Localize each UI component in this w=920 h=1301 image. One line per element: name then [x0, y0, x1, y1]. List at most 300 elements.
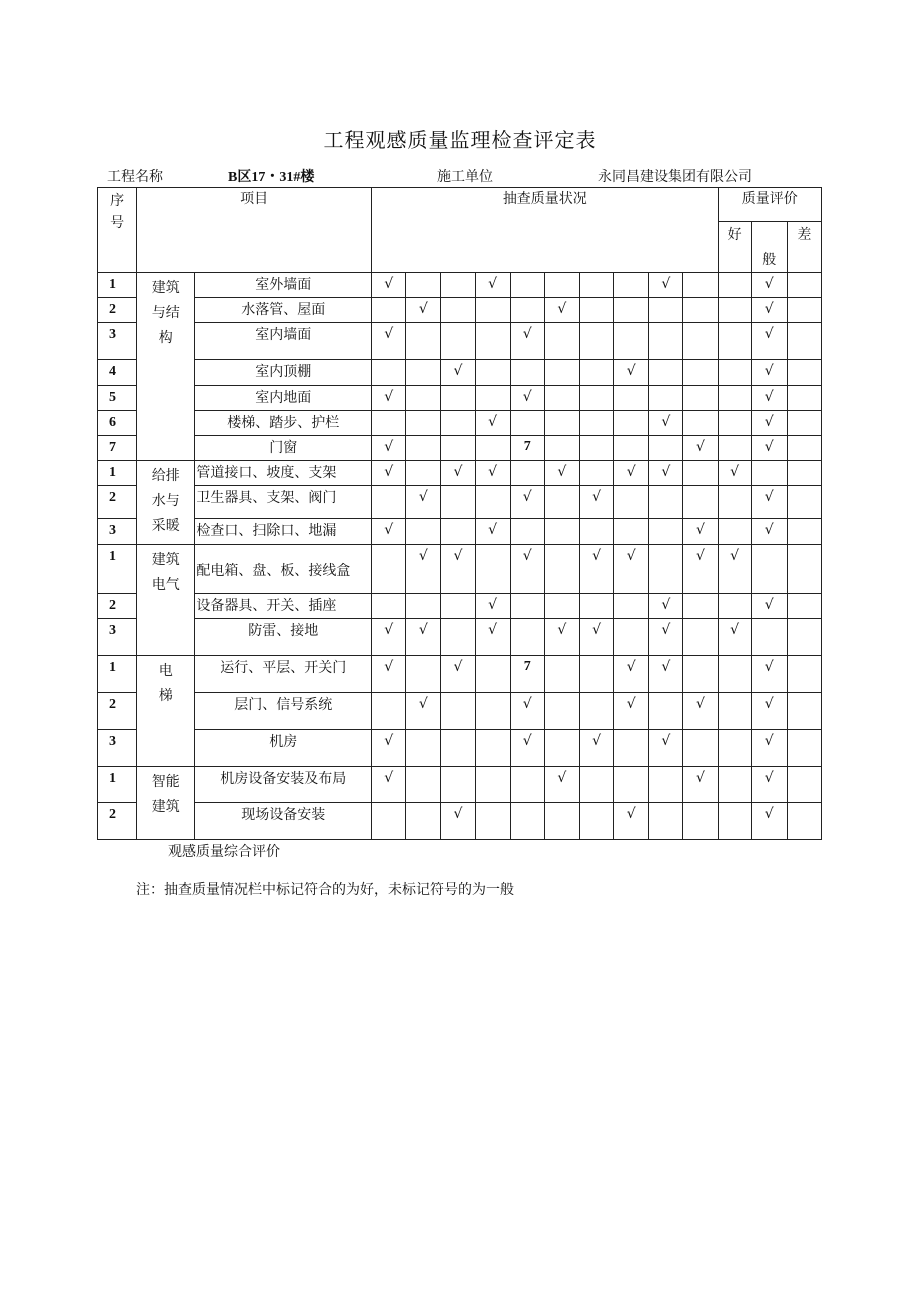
row-number: 4: [98, 360, 137, 386]
sample-mark-cell: [372, 411, 406, 436]
eval-poor-cell: [787, 386, 821, 411]
sample-mark-cell: [510, 594, 544, 619]
sample-mark-cell: [441, 273, 475, 298]
sample-mark-cell: [683, 386, 718, 411]
sample-mark-cell: √: [579, 486, 613, 519]
sample-mark-cell: √: [579, 545, 613, 594]
sample-mark-cell: √: [372, 767, 406, 803]
table-row: [98, 619, 822, 656]
sample-mark-cell: √: [544, 767, 579, 803]
eval-general-cell: [751, 619, 787, 656]
sample-mark-cell: [475, 360, 510, 386]
sample-mark-cell: [510, 461, 544, 486]
eval-general-cell: √: [751, 594, 787, 619]
eval-poor-cell: [787, 619, 821, 656]
sample-mark-cell: [614, 767, 649, 803]
sample-mark-cell: [406, 273, 441, 298]
sample-mark-cell: √: [544, 461, 579, 486]
eval-general-cell: √: [751, 519, 787, 545]
category-cell: 智能 建筑: [137, 767, 195, 840]
item-name: 机房: [195, 730, 372, 767]
item-name: 设备器具、开关、插座: [195, 594, 372, 619]
sample-mark-cell: √: [510, 486, 544, 519]
sample-mark-cell: [649, 323, 683, 360]
row-number: 1: [98, 461, 137, 486]
sample-mark-cell: [614, 594, 649, 619]
category-cell: 给排 水与 采暖: [137, 461, 195, 545]
item-name: 水落管、屋面: [195, 298, 372, 323]
eval-good-cell: [718, 730, 751, 767]
sample-mark-cell: [406, 411, 441, 436]
sample-mark-cell: [614, 619, 649, 656]
eval-poor-cell: [787, 545, 821, 594]
sample-mark-cell: [544, 386, 579, 411]
sample-mark-cell: [475, 803, 510, 840]
sample-mark-cell: [475, 656, 510, 693]
sample-mark-cell: √: [510, 693, 544, 730]
table-note: 注：抽查质量情况栏中标记符合的为好，未标记符号的为一般: [136, 882, 514, 898]
sample-mark-cell: √: [614, 461, 649, 486]
item-name: 配电箱、盘、板、接线盒: [195, 545, 372, 594]
sample-mark-cell: [544, 594, 579, 619]
row-number: 6: [98, 411, 137, 436]
eval-poor-cell: [787, 693, 821, 730]
table-row: [98, 436, 822, 461]
table-row: [98, 360, 822, 386]
table-row: [98, 298, 822, 323]
eval-poor-cell: [787, 436, 821, 461]
sample-mark-cell: [579, 656, 613, 693]
sample-mark-cell: √: [614, 360, 649, 386]
sample-mark-cell: [544, 803, 579, 840]
table-row: [98, 411, 822, 436]
sample-mark-cell: √: [372, 461, 406, 486]
sample-mark-cell: √: [441, 656, 475, 693]
sample-mark-cell: √: [475, 619, 510, 656]
row-number: 2: [98, 594, 137, 619]
row-number: 2: [98, 693, 137, 730]
eval-general-cell: √: [751, 298, 787, 323]
sample-mark-cell: [441, 411, 475, 436]
eval-general-cell: √: [751, 693, 787, 730]
seq-header: 序 号: [98, 188, 137, 273]
eval-good-cell: [718, 594, 751, 619]
sample-mark-cell: √: [683, 693, 718, 730]
eval-poor-cell: [787, 273, 821, 298]
sample-mark-cell: [441, 323, 475, 360]
sample-mark-cell: [579, 693, 613, 730]
sample-mark-cell: √: [406, 693, 441, 730]
sample-mark-cell: [579, 436, 613, 461]
sample-mark-cell: [683, 461, 718, 486]
sample-mark-cell: [406, 594, 441, 619]
sample-mark-cell: [579, 461, 613, 486]
sample-mark-cell: √: [544, 619, 579, 656]
sample-mark-cell: √: [614, 656, 649, 693]
sample-mark-cell: √: [475, 411, 510, 436]
sample-mark-cell: √: [475, 461, 510, 486]
sample-mark-cell: [406, 386, 441, 411]
sample-mark-cell: [544, 693, 579, 730]
eval-general-cell: √: [751, 360, 787, 386]
sample-mark-cell: [441, 436, 475, 461]
sample-mark-cell: [579, 386, 613, 411]
eval-good-cell: √: [718, 619, 751, 656]
sample-mark-cell: [544, 656, 579, 693]
row-number: 3: [98, 323, 137, 360]
project-name-label: 工程名称: [107, 169, 163, 185]
sample-mark-cell: √: [649, 619, 683, 656]
sample-mark-cell: √: [372, 730, 406, 767]
sample-mark-cell: √: [510, 323, 544, 360]
sample-mark-cell: [510, 619, 544, 656]
item-name: 检查口、扫除口、地漏: [195, 519, 372, 545]
sample-mark-cell: [579, 767, 613, 803]
sample-mark-cell: [579, 411, 613, 436]
sample-mark-cell: [406, 803, 441, 840]
sample-mark-cell: [579, 273, 613, 298]
sample-mark-cell: [475, 436, 510, 461]
item-name: 防雷、接地: [195, 619, 372, 656]
sample-mark-cell: [683, 730, 718, 767]
sample-mark-cell: [649, 803, 683, 840]
sample-mark-cell: [406, 730, 441, 767]
sample-mark-cell: [510, 298, 544, 323]
sample-mark-cell: [441, 767, 475, 803]
sample-mark-cell: [544, 323, 579, 360]
row-number: 3: [98, 519, 137, 545]
item-name: 楼梯、踏步、护栏: [195, 411, 372, 436]
item-name: 门窗: [195, 436, 372, 461]
sample-mark-cell: √: [649, 461, 683, 486]
sample-mark-cell: [475, 730, 510, 767]
table-row: [98, 386, 822, 411]
item-name: 室内墙面: [195, 323, 372, 360]
eval-poor-cell: [787, 461, 821, 486]
sample-mark-cell: [475, 386, 510, 411]
sample-mark-cell: [441, 693, 475, 730]
eval-poor-cell: [787, 323, 821, 360]
construction-unit-value: 永同昌建设集团有限公司: [598, 169, 752, 185]
table-row: [98, 693, 822, 730]
eval-general-cell: √: [751, 767, 787, 803]
row-number: 3: [98, 730, 137, 767]
sample-mark-cell: [441, 386, 475, 411]
sample-mark-cell: [406, 656, 441, 693]
sample-mark-cell: [372, 486, 406, 519]
sample-mark-cell: [683, 486, 718, 519]
sample-mark-cell: √: [475, 594, 510, 619]
sample-mark-cell: √: [649, 411, 683, 436]
sample-mark-cell: √: [579, 619, 613, 656]
sample-mark-cell: [614, 730, 649, 767]
sample-mark-cell: [579, 323, 613, 360]
eval-good-cell: [718, 519, 751, 545]
sample-mark-cell: [683, 619, 718, 656]
table-row: [98, 461, 822, 486]
sample-mark-cell: [510, 803, 544, 840]
sample-mark-cell: √: [614, 693, 649, 730]
table-row: [98, 545, 822, 594]
sample-mark-cell: [683, 803, 718, 840]
sample-mark-cell: [649, 386, 683, 411]
item-header: 项目: [137, 188, 372, 273]
sample-mark-cell: √: [544, 298, 579, 323]
item-name: 卫生器具、支架、阀门: [195, 486, 372, 519]
eval-general-cell: √: [751, 656, 787, 693]
item-name: 室内地面: [195, 386, 372, 411]
sample-mark-cell: [614, 486, 649, 519]
row-number: 7: [98, 436, 137, 461]
sample-mark-cell: √: [683, 519, 718, 545]
sample-mark-cell: [406, 360, 441, 386]
sample-mark-cell: [544, 436, 579, 461]
sample-mark-cell: √: [475, 273, 510, 298]
eval-good-cell: [718, 360, 751, 386]
good-header: 好: [718, 222, 751, 273]
sample-mark-cell: [614, 411, 649, 436]
sample-mark-cell: [510, 360, 544, 386]
eval-general-cell: √: [751, 386, 787, 411]
sample-mark-cell: [649, 298, 683, 323]
sample-mark-cell: √: [614, 803, 649, 840]
sample-mark-cell: √: [510, 730, 544, 767]
inspection-table: [97, 187, 822, 840]
sample-mark-cell: √: [372, 386, 406, 411]
table-row: [98, 486, 822, 519]
eval-good-cell: [718, 803, 751, 840]
sample-mark-cell: √: [406, 486, 441, 519]
overall-evaluation-label: 观感质量综合评价: [168, 844, 280, 860]
item-name: 运行、平层、开关门: [195, 656, 372, 693]
table-row: [98, 323, 822, 360]
sample-mark-cell: [544, 273, 579, 298]
eval-general-cell: √: [751, 323, 787, 360]
sample-mark-cell: [649, 545, 683, 594]
table-row: [98, 730, 822, 767]
sample-mark-cell: [372, 298, 406, 323]
row-number: 1: [98, 656, 137, 693]
sample-mark-cell: [544, 486, 579, 519]
eval-general-cell: √: [751, 411, 787, 436]
sample-mark-cell: [441, 519, 475, 545]
eval-poor-cell: [787, 803, 821, 840]
sample-mark-cell: [372, 545, 406, 594]
sample-mark-cell: [544, 360, 579, 386]
eval-good-cell: [718, 656, 751, 693]
sample-mark-cell: [579, 594, 613, 619]
table-row: [98, 803, 822, 840]
sample-mark-cell: [406, 519, 441, 545]
sample-mark-cell: [475, 693, 510, 730]
sample-mark-cell: √: [649, 656, 683, 693]
sample-mark-cell: √: [372, 436, 406, 461]
sample-mark-cell: [510, 411, 544, 436]
sample-mark-cell: √: [406, 298, 441, 323]
project-name-value: B区17・31#楼: [228, 170, 315, 185]
sample-mark-cell: [441, 298, 475, 323]
sample-mark-cell: [510, 767, 544, 803]
sample-mark-cell: √: [441, 461, 475, 486]
eval-good-cell: √: [718, 461, 751, 486]
sample-mark-cell: [406, 436, 441, 461]
eval-poor-cell: [787, 298, 821, 323]
sample-mark-cell: [372, 803, 406, 840]
sample-mark-cell: [544, 545, 579, 594]
sample-mark-cell: [475, 323, 510, 360]
eval-poor-cell: [787, 594, 821, 619]
sample-mark-cell: √: [372, 619, 406, 656]
sample-mark-cell: 7: [510, 436, 544, 461]
eval-poor-cell: [787, 360, 821, 386]
sample-mark-cell: √: [475, 519, 510, 545]
row-number: 5: [98, 386, 137, 411]
general-header: 般: [751, 222, 787, 273]
sample-mark-cell: √: [683, 436, 718, 461]
sample-mark-cell: [372, 360, 406, 386]
eval-good-cell: √: [718, 545, 751, 594]
row-number: 1: [98, 545, 137, 594]
sample-mark-cell: [683, 298, 718, 323]
sample-mark-cell: [544, 519, 579, 545]
item-name: 现场设备安装: [195, 803, 372, 840]
header-row-1: [98, 188, 822, 222]
sample-mark-cell: √: [579, 730, 613, 767]
sample-mark-cell: √: [372, 519, 406, 545]
sample-mark-cell: [683, 273, 718, 298]
sample-mark-cell: [614, 273, 649, 298]
sample-mark-cell: [544, 730, 579, 767]
category-cell: 电 梯: [137, 656, 195, 767]
sample-mark-cell: √: [649, 273, 683, 298]
sample-mark-cell: √: [406, 545, 441, 594]
sample-mark-cell: [614, 323, 649, 360]
sample-mark-cell: √: [441, 360, 475, 386]
item-name: 层门、信号系统: [195, 693, 372, 730]
sample-mark-cell: √: [614, 545, 649, 594]
eval-poor-cell: [787, 519, 821, 545]
eval-poor-cell: [787, 730, 821, 767]
sample-mark-cell: √: [649, 594, 683, 619]
sample-mark-cell: [649, 486, 683, 519]
eval-poor-cell: [787, 656, 821, 693]
sample-mark-cell: √: [372, 273, 406, 298]
sample-mark-cell: [649, 360, 683, 386]
sample-mark-cell: √: [649, 730, 683, 767]
sample-mark-cell: [475, 767, 510, 803]
sample-mark-cell: [683, 594, 718, 619]
sample-mark-cell: [579, 298, 613, 323]
sample-mark-cell: [406, 323, 441, 360]
eval-good-cell: [718, 411, 751, 436]
sample-mark-cell: [683, 411, 718, 436]
sample-mark-cell: √: [683, 545, 718, 594]
table-row: [98, 656, 822, 693]
sample-mark-cell: √: [441, 803, 475, 840]
item-name: 室外墙面: [195, 273, 372, 298]
sample-mark-cell: [372, 693, 406, 730]
category-cell: 建筑 与结 构: [137, 273, 195, 461]
row-number: 2: [98, 803, 137, 840]
evaluation-header: 质量评价: [718, 188, 821, 222]
table-row: [98, 594, 822, 619]
sample-mark-cell: [683, 656, 718, 693]
sample-mark-cell: [372, 594, 406, 619]
sample-mark-cell: √: [372, 656, 406, 693]
sample-mark-cell: [475, 486, 510, 519]
sample-mark-cell: [614, 386, 649, 411]
row-number: 1: [98, 767, 137, 803]
sample-mark-cell: [649, 767, 683, 803]
eval-good-cell: [718, 436, 751, 461]
eval-general-cell: √: [751, 803, 787, 840]
eval-good-cell: [718, 486, 751, 519]
sample-mark-cell: [406, 767, 441, 803]
sample-mark-cell: [406, 461, 441, 486]
eval-general-cell: √: [751, 730, 787, 767]
sample-mark-cell: [544, 411, 579, 436]
sample-mark-cell: [579, 803, 613, 840]
sample-mark-cell: √: [510, 545, 544, 594]
row-number: 2: [98, 298, 137, 323]
sample-mark-cell: [475, 298, 510, 323]
eval-general-cell: √: [751, 486, 787, 519]
sample-mark-cell: [649, 436, 683, 461]
item-name: 管道接口、坡度、支架: [195, 461, 372, 486]
sampling-header: 抽查质量状况: [372, 188, 718, 273]
table-row: [98, 273, 822, 298]
sample-mark-cell: [579, 519, 613, 545]
category-cell: 建筑 电气: [137, 545, 195, 656]
eval-poor-cell: [787, 486, 821, 519]
eval-general-cell: [751, 545, 787, 594]
construction-unit-label: 施工单位: [437, 169, 493, 185]
eval-general-cell: √: [751, 273, 787, 298]
table-row: [98, 767, 822, 803]
item-name: 室内顶棚: [195, 360, 372, 386]
page-title: 工程观感质量监理检查评定表: [323, 128, 597, 152]
sample-mark-cell: [441, 594, 475, 619]
eval-general-cell: √: [751, 436, 787, 461]
sample-mark-cell: [579, 360, 613, 386]
eval-poor-cell: [787, 411, 821, 436]
item-name: 机房设备安装及布局: [195, 767, 372, 803]
sample-mark-cell: [683, 323, 718, 360]
sample-mark-cell: [441, 486, 475, 519]
sample-mark-cell: √: [372, 323, 406, 360]
row-number: 3: [98, 619, 137, 656]
eval-good-cell: [718, 323, 751, 360]
sample-mark-cell: √: [510, 386, 544, 411]
sample-mark-cell: [614, 298, 649, 323]
sample-mark-cell: [649, 693, 683, 730]
row-number: 1: [98, 273, 137, 298]
sample-mark-cell: [614, 436, 649, 461]
eval-poor-cell: [787, 767, 821, 803]
table-row: [98, 519, 822, 545]
poor-header: 差: [787, 222, 821, 273]
sample-mark-cell: √: [406, 619, 441, 656]
eval-good-cell: [718, 386, 751, 411]
sample-mark-cell: [649, 519, 683, 545]
sample-mark-cell: √: [441, 545, 475, 594]
eval-general-cell: [751, 461, 787, 486]
sample-mark-cell: [614, 519, 649, 545]
eval-good-cell: [718, 767, 751, 803]
sample-mark-cell: [510, 519, 544, 545]
sample-mark-cell: √: [683, 767, 718, 803]
eval-good-cell: [718, 693, 751, 730]
